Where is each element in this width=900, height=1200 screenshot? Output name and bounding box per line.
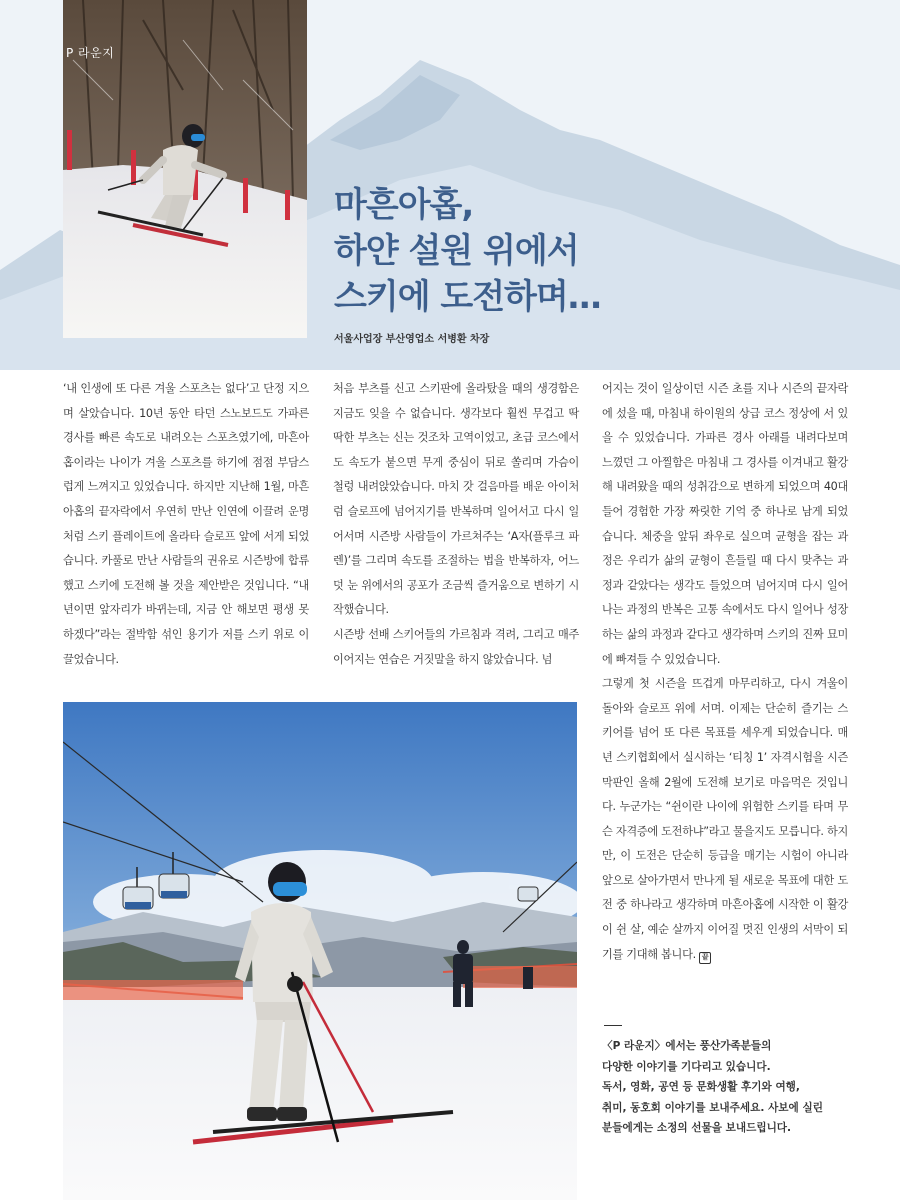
paragraph: 시즌방 선배 스키어들의 가르침과 격려, 그리고 매주 이어지는 연습은 거짓말을 하지 않았습니다. 넘 [333, 627, 579, 666]
paragraph: 처음 부츠를 신고 스키판에 올라탔을 때의 생경함은 지금도 잊을 수 없습니다. 생각보다 훨씬 무겁고 딱딱한 부츠는 신는 것조차 고역이었고, 초급 코스에서도 속도가 붙으면 무게 중심이 뒤로 쏠리며 가슴이 철렁 내려앉았습니다. 마치 갓 걸음마를 배운 아이처럼 슬로프에 넘어지기를 반복하며 일어서고 다시 일어서며 시즌방 사람들이 가르쳐주는 ‘A자(플루크 파렌)’를 그리며 속도를 조절하는 법을 반복하자, 어느덧 눈 위에서의 공포가 조금씩 즐거움으로 변하기 시작했습니다. [333, 382, 579, 617]
note-line: 분들에게는 소정의 선물을 보내드립니다. [602, 1122, 792, 1134]
title-line: 하얀 설원 위에서 [334, 231, 579, 271]
note-line: 취미, 동호회 이야기를 보내주세요. 사보에 실린 [602, 1101, 823, 1114]
article-title [334, 182, 601, 320]
title-line: 스키에 도전하며… [334, 277, 601, 317]
body-column-3 [602, 377, 848, 967]
note-line: 독서, 영화, 공연 등 문화생활 후기와 여행, [602, 1081, 800, 1093]
paragraph: ‘내 인생에 또 다른 겨울 스포츠는 없다’고 단정 지으며 살았습니다. 10년 동안 타던 스노보드도 가파른 경사를 빠른 속도로 내려오는 스포츠였기에, 마흔아홉이라는 나이가 겨울 스포츠를 하기에 점점 부담스럽게 느껴지고 있었습니다. 하지만 지난해 1월, 마흔아홉의 끝자락에서 우연히 만난 인연에 이끌려 운명처럼 스키 플레이트에 올라타 슬로프 앞에 서게 되었습니다. 카풀로 만난 사람들의 권유로 시즌방에 합류했고 스키에 도전해 볼 것을 제안받은 것입니다. “내년이면 앞자리가 바뀌는데, 지금 안 해보면 평생 못 하겠다”라는 절박함 섞인 용기가 저를 스키 위로 이끌었습니다. [63, 382, 309, 666]
paragraph-text: 그렇게 첫 시즌을 뜨겁게 마무리하고, 다시 겨울이 돌아와 슬로프 위에 서며. 이제는 단순히 즐기는 스키어를 넘어 또 다른 목표를 세우게 되었습니다. 매년 스키협회에서 실시하는 ‘티칭 1’ 자격시험을 시즌 막판인 올해 2월에 도전해 보기로 마음먹은 것입니다. 누군가는 “쉰이란 나이에 위험한 스키를 타며 무슨 자격증에 도전하냐”라고 물을지도 모릅니다. 하지만, 이 도전은 단순히 등급을 매기는 시험이 아니라 앞으로 살아가면서 만나게 될 새로운 목표에 대한 도전 중 하나라고 생각하며 마흔아홉에 시작한 이 활강이 쉰 살, 예순 살까지 이어질 멋진 인생의 서막이 되기를 기대해 봅니다. [602, 677, 848, 961]
body-column-2 [333, 377, 579, 672]
title-line: 마흔아홉, [334, 185, 474, 225]
skier-with-gondola-photo [63, 702, 577, 1200]
note-line: 〈P 라운지〉에서는 풍산가족분들의 [602, 1040, 772, 1052]
paragraph [602, 672, 848, 967]
paragraph: 어지는 것이 일상이던 시즌 초를 지나 시즌의 끝자락에 섰을 때, 마침내 하이원의 상급 코스 정상에 서 있을 수 있었습니다. 가파른 경사 아래를 내려다보며 느꼈던 그 아찔함은 마침내 그 경사를 이겨내고 활강해 내려왔을 때의 성취감으로 변하게 되었으며 40대 들어 경험한 가장 짜릿한 기억 중 하나로 남게 되었습니다. 체중을 앞뒤 좌우로 실으며 균형을 잡는 과정은 우리가 삶의 균형이 흔들릴 때 다시 맞추는 과정과 같았다는 생각도 들었으며 넘어지며 다시 일어나는 과정의 반복은 고통 속에서도 다시 일어나 성장하는 삶의 과정과 같다고 생각하며 스키의 진짜 묘미에 빠져들 수 있었습니다. [602, 382, 848, 666]
section-label: P 라운지 [66, 46, 115, 60]
end-mark-icon: 끝 [699, 952, 711, 964]
author-byline: 서울사업장 부산영업소 서병환 차장 [334, 334, 490, 345]
note-divider [604, 1025, 622, 1026]
body-column-1 [63, 377, 309, 672]
submission-note [602, 1036, 872, 1139]
note-line: 다양한 이야기를 기다리고 있습니다. [602, 1060, 771, 1073]
